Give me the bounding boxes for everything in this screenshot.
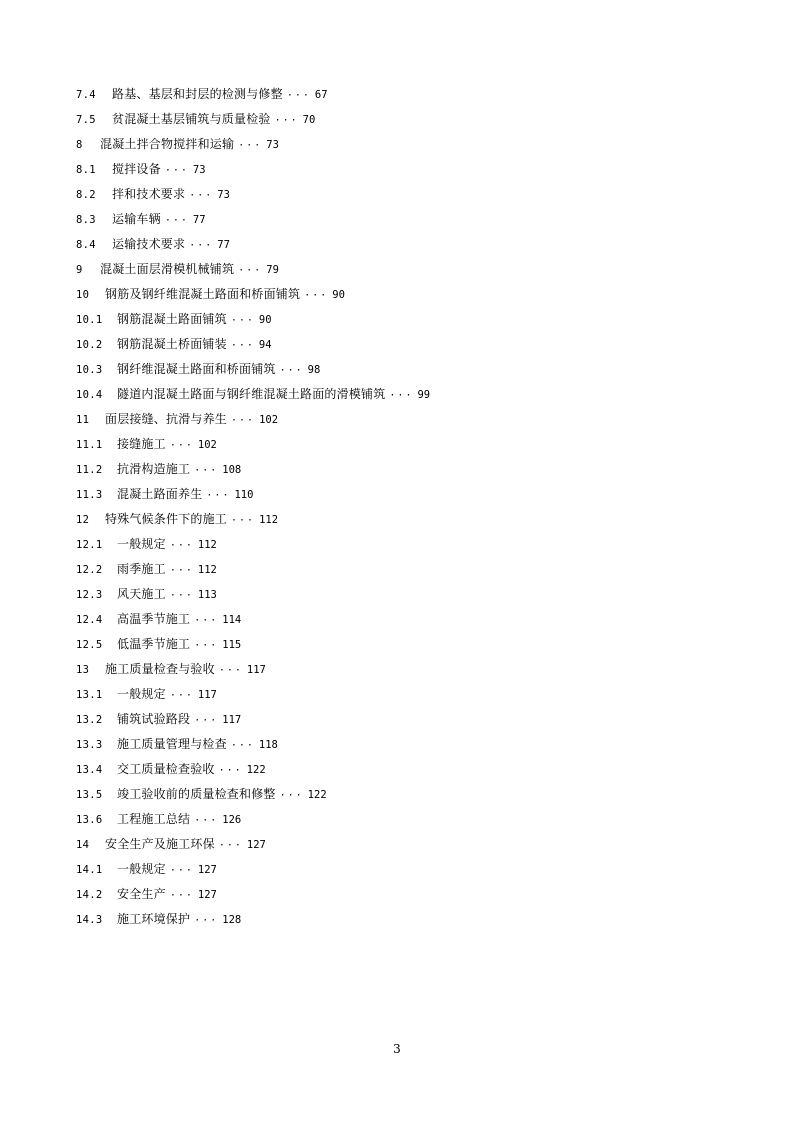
- toc-entry[interactable]: [76, 160, 430, 185]
- toc-entry-leader: ···: [189, 190, 214, 201]
- toc-entry[interactable]: [76, 510, 430, 535]
- toc-entry[interactable]: [76, 835, 430, 860]
- toc-entry-page: 99: [417, 389, 431, 401]
- toc-entry-leader: ···: [230, 740, 255, 751]
- toc-entry-title: 路基、基层和封层的检测与修整: [112, 87, 283, 101]
- toc-entry-number: 13.4: [76, 764, 103, 776]
- toc-entry-number: 10.2: [76, 339, 103, 351]
- toc-entry-leader: ···: [238, 140, 263, 151]
- toc-entry-title: 一般规定: [117, 862, 166, 876]
- toc-entry-page: 118: [258, 739, 278, 751]
- toc-entry-leader: ···: [238, 265, 263, 276]
- toc-entry-page: 127: [197, 889, 217, 901]
- toc-entry-number: 9: [76, 264, 83, 276]
- toc-entry-title: 特殊气候条件下的施工: [105, 512, 228, 526]
- toc-entry-leader: ···: [169, 865, 194, 876]
- toc-entry-leader: ···: [194, 615, 219, 626]
- toc-entry[interactable]: [76, 760, 430, 785]
- toc-entry-page: 117: [197, 689, 217, 701]
- toc-entry-number: 13.5: [76, 789, 103, 801]
- toc-entry-page: 112: [197, 564, 217, 576]
- toc-entry-page: 77: [192, 214, 206, 226]
- toc-entry-leader: ···: [169, 690, 194, 701]
- toc-entry-title: 高温季节施工: [117, 612, 191, 626]
- toc-entry-title: 低温季节施工: [117, 637, 191, 651]
- toc-entry[interactable]: [76, 135, 430, 160]
- toc-entry-leader: ···: [279, 365, 304, 376]
- toc-entry-title: 工程施工总结: [117, 812, 191, 826]
- toc-entry-leader: ···: [304, 290, 329, 301]
- toc-entry-number: 13.2: [76, 714, 103, 726]
- toc-entry-leader: ···: [389, 390, 414, 401]
- toc-entry-page: 73: [192, 164, 206, 176]
- toc-entry[interactable]: [76, 410, 430, 435]
- toc-entry-page: 73: [266, 139, 279, 151]
- toc-entry-leader: ···: [279, 790, 304, 801]
- toc-entry-title: 钢筋及钢纤维混凝土路面和桥面铺筑: [105, 287, 301, 301]
- toc-entry-title: 铺筑试验路段: [117, 712, 191, 726]
- toc-entry-number: 13.1: [76, 689, 103, 701]
- toc-entry-title: 安全生产: [117, 887, 166, 901]
- toc-entry-title: 面层接缝、抗滑与养生: [105, 412, 228, 426]
- toc-entry[interactable]: [76, 310, 430, 335]
- toc-entry-page: 102: [259, 414, 279, 426]
- toc-entry-page: 122: [307, 789, 327, 801]
- toc-entry[interactable]: [76, 85, 430, 110]
- toc-entry[interactable]: [76, 910, 430, 935]
- toc-entry-title: 施工质量管理与检查: [117, 737, 227, 751]
- toc-entry[interactable]: [76, 660, 430, 685]
- toc-entry-title: 贫混凝土基层铺筑与质量检验: [112, 112, 271, 126]
- toc-entry[interactable]: [76, 535, 430, 560]
- toc-entry-leader: ···: [218, 765, 243, 776]
- toc-entry-title: 运输车辆: [112, 212, 161, 226]
- toc-entry-page: 112: [259, 514, 279, 526]
- toc-entry-leader: ···: [230, 340, 255, 351]
- toc-entry-page: 114: [222, 614, 242, 626]
- toc-entry-number: 8: [76, 139, 83, 151]
- toc-entry-number: 8.4: [76, 239, 96, 251]
- toc-entry-number: 14.3: [76, 914, 103, 926]
- toc-entry-title: 混凝土拌合物搅拌和运输: [100, 137, 235, 151]
- toc-entry-page: 115: [222, 639, 242, 651]
- toc-entry-leader: ···: [194, 640, 219, 651]
- toc-entry-number: 7.4: [76, 89, 96, 101]
- toc-entry-title: 混凝土面层滑模机械铺筑: [100, 262, 235, 276]
- toc-entry-page: 117: [222, 714, 242, 726]
- toc-entry-title: 混凝土路面养生: [117, 487, 203, 501]
- toc-entry-title: 钢纤维混凝土路面和桥面铺筑: [117, 362, 276, 376]
- toc-entry-page: 94: [258, 339, 272, 351]
- toc-entry-title: 一般规定: [117, 537, 166, 551]
- toc-entry[interactable]: [76, 860, 430, 885]
- toc-entry-page: 126: [222, 814, 242, 826]
- toc-entry-page: 112: [197, 539, 217, 551]
- toc-entry-title: 钢筋混凝土桥面铺装: [117, 337, 227, 351]
- toc-entry[interactable]: [76, 610, 430, 635]
- toc-entry[interactable]: [76, 435, 430, 460]
- toc-entry-leader: ···: [169, 590, 194, 601]
- toc-entry[interactable]: [76, 635, 430, 660]
- table-of-contents: [76, 85, 430, 935]
- toc-entry[interactable]: [76, 285, 430, 310]
- toc-entry-page: 128: [222, 914, 242, 926]
- toc-entry-title: 拌和技术要求: [112, 187, 186, 201]
- toc-entry-title: 交工质量检查验收: [117, 762, 215, 776]
- toc-entry-number: 10.3: [76, 364, 103, 376]
- toc-entry-title: 搅拌设备: [112, 162, 161, 176]
- toc-entry-number: 10.4: [76, 389, 103, 401]
- toc-entry-number: 12.1: [76, 539, 103, 551]
- toc-entry-number: 11: [76, 414, 90, 426]
- toc-entry-number: 12.5: [76, 639, 103, 651]
- toc-entry-number: 8.1: [76, 164, 96, 176]
- toc-entry-number: 12.2: [76, 564, 103, 576]
- toc-entry-title: 钢筋混凝土路面铺筑: [117, 312, 227, 326]
- toc-entry-number: 14: [76, 839, 90, 851]
- toc-entry-number: 8.3: [76, 214, 96, 226]
- toc-entry-number: 12: [76, 514, 90, 526]
- toc-entry-page: 77: [217, 239, 230, 251]
- toc-entry-title: 施工环境保护: [117, 912, 191, 926]
- toc-entry-title: 风天施工: [117, 587, 166, 601]
- toc-entry-number: 11.1: [76, 439, 103, 451]
- toc-entry[interactable]: [76, 735, 430, 760]
- toc-entry-number: 14.2: [76, 889, 103, 901]
- toc-entry-page: 67: [314, 89, 328, 101]
- toc-entry-leader: ···: [164, 215, 189, 226]
- toc-entry[interactable]: [76, 360, 430, 385]
- toc-entry-number: 13.3: [76, 739, 103, 751]
- toc-entry[interactable]: [76, 385, 430, 410]
- toc-entry-leader: ···: [194, 715, 219, 726]
- toc-entry-leader: ···: [194, 815, 219, 826]
- toc-entry-title: 雨季施工: [117, 562, 166, 576]
- toc-entry-leader: ···: [169, 440, 194, 451]
- toc-entry-leader: ···: [169, 565, 194, 576]
- toc-entry-leader: ···: [231, 515, 256, 526]
- toc-entry-leader: ···: [218, 665, 243, 676]
- toc-entry-page: 90: [332, 289, 345, 301]
- toc-entry-leader: ···: [164, 165, 189, 176]
- toc-entry[interactable]: [76, 710, 430, 735]
- toc-entry-title: 接缝施工: [117, 437, 166, 451]
- toc-entry-number: 8.2: [76, 189, 96, 201]
- toc-entry-leader: ···: [169, 540, 194, 551]
- toc-entry-page: 127: [246, 839, 266, 851]
- toc-entry-number: 12.3: [76, 589, 103, 601]
- toc-entry-page: 108: [222, 464, 242, 476]
- toc-entry-title: 隧道内混凝土路面与钢纤维混凝土路面的滑模铺筑: [117, 387, 386, 401]
- toc-entry-page: 98: [307, 364, 321, 376]
- toc-entry[interactable]: [76, 235, 430, 260]
- toc-entry[interactable]: [76, 185, 430, 210]
- toc-entry[interactable]: [76, 685, 430, 710]
- toc-entry-leader: ···: [230, 315, 255, 326]
- toc-entry-page: 122: [246, 764, 266, 776]
- toc-entry-number: 12.4: [76, 614, 103, 626]
- toc-entry-leader: ···: [218, 840, 243, 851]
- toc-entry-number: 11.2: [76, 464, 103, 476]
- toc-entry-title: 一般规定: [117, 687, 166, 701]
- toc-entry-leader: ···: [274, 115, 299, 126]
- toc-entry[interactable]: [76, 460, 430, 485]
- toc-entry-leader: ···: [286, 90, 311, 101]
- toc-entry-number: 13: [76, 664, 90, 676]
- toc-entry-page: 127: [197, 864, 217, 876]
- toc-entry-title: 施工质量检查与验收: [105, 662, 215, 676]
- toc-entry-page: 90: [258, 314, 272, 326]
- toc-entry-page: 79: [266, 264, 279, 276]
- toc-entry-title: 运输技术要求: [112, 237, 186, 251]
- toc-entry-leader: ···: [194, 465, 219, 476]
- toc-entry[interactable]: [76, 210, 430, 235]
- toc-entry[interactable]: [76, 785, 430, 810]
- toc-entry-number: 7.5: [76, 114, 96, 126]
- toc-entry[interactable]: [76, 885, 430, 910]
- toc-entry[interactable]: [76, 585, 430, 610]
- toc-entry-page: 73: [217, 189, 230, 201]
- toc-entry-leader: ···: [194, 915, 219, 926]
- toc-entry[interactable]: [76, 485, 430, 510]
- toc-entry[interactable]: [76, 110, 430, 135]
- toc-entry-title: 安全生产及施工环保: [105, 837, 215, 851]
- toc-entry-page: 110: [234, 489, 254, 501]
- toc-entry-page: 113: [197, 589, 217, 601]
- toc-entry-page: 102: [197, 439, 217, 451]
- toc-entry-page: 117: [246, 664, 266, 676]
- toc-entry-leader: ···: [231, 415, 256, 426]
- toc-entry[interactable]: [76, 335, 430, 360]
- toc-entry-number: 14.1: [76, 864, 103, 876]
- toc-entry-number: 10: [76, 289, 90, 301]
- toc-entry-leader: ···: [189, 240, 214, 251]
- toc-entry-title: 竣工验收前的质量检查和修整: [117, 787, 276, 801]
- toc-entry-leader: ···: [206, 490, 231, 501]
- toc-entry-number: 11.3: [76, 489, 103, 501]
- toc-entry-leader: ···: [169, 890, 194, 901]
- toc-entry-number: 10.1: [76, 314, 103, 326]
- toc-entry[interactable]: [76, 260, 430, 285]
- toc-entry[interactable]: [76, 810, 430, 835]
- toc-entry-title: 抗滑构造施工: [117, 462, 191, 476]
- toc-entry-page: 70: [302, 114, 316, 126]
- toc-entry-number: 13.6: [76, 814, 103, 826]
- page-number: 3: [393, 1042, 401, 1056]
- toc-entry[interactable]: [76, 560, 430, 585]
